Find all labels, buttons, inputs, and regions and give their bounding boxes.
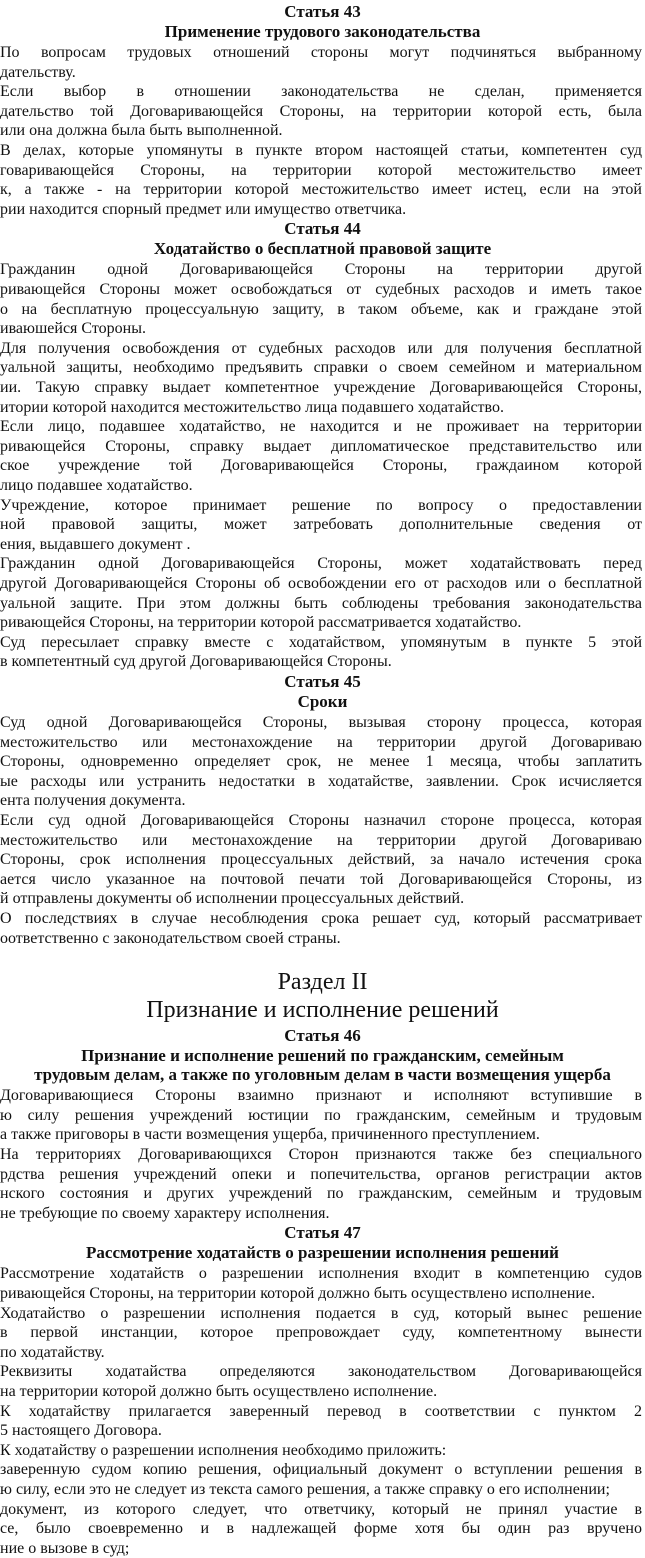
article46-line: не требующие по своему характеру исполнения. [0, 1204, 330, 1222]
article43-line: дательство той Договаривающейся Стороны, на территории которой есть, была [0, 102, 642, 120]
section-title: Признание и исполнение решений [146, 997, 499, 1024]
article44-line: ии. Такую справку выдает компетентное учреждение Договаривающейся Стороны, [0, 379, 642, 396]
article43-line: или она должна была быть выполненной. [0, 122, 283, 140]
article45-line: Если суд одной Договаривающейся Стороны назначил стороне процесса, которая [0, 812, 642, 829]
article44-line: иваюшейся Стороны. [0, 320, 146, 338]
article-44-title: Ходатайство о бесплатной правовой защите [153, 239, 492, 259]
article47-line: в первой инстанции, которое препровождает суду, компетентному вынести [0, 1324, 642, 1342]
article46-line: рдства решения учреждений опеки и попечительства, органов регистрации актов [0, 1165, 642, 1183]
article45-line: О последствиях в случае несоблюдения срока решает суд, который рассматривает [0, 910, 642, 927]
article-46-title-line2: трудовым делам, а также по уголовным делам в части возмещения ущерба [34, 1065, 611, 1085]
article44-line: ривающейся Стороны, на территории которой рассматривается ходатайство. [0, 614, 522, 632]
article45-line: й отправлены документы об исполнении процессуальных действий. [0, 890, 465, 908]
article47-line: К ходатайству о разрешении исполнения необходимо приложить: [0, 1441, 447, 1459]
article45-line: оответственно с законодательством своей страны. [0, 929, 341, 947]
article45-line: ые расходы или устранить недостатки в ходатайстве, заявлении. Срок исчисляется [0, 772, 642, 790]
article-43-title: Применение трудового законодательства [164, 22, 481, 41]
article44-line: другой Договаривающейся Стороны об освобождении его от расходов или о бесплатной [0, 575, 642, 592]
article47-line: ривающейся Стороны, на территории которой должно быть осуществлено исполнение. [0, 1285, 596, 1302]
article-45-heading: Статья 45 [284, 672, 361, 691]
article43-line: В делах, которые упомянуты в пункте втором настоящей статьи, компетентен суд [0, 142, 642, 159]
article-45-title: Сроки [297, 692, 348, 711]
article47-line: на территории которой должно быть осуществлено исполнение. [0, 1383, 438, 1400]
article45-line: Стороны, одновременно определяет срок, не менее 1 месяца, чтобы заплатить [0, 753, 642, 771]
article44-line: о на бесплатную процессуальную защиту, в таком объеме, как и граждане этой [0, 300, 642, 318]
article47-line: ю силу, если это не следует из текста самого решения, а также справку о его исполнении; [0, 1481, 610, 1498]
article45-line: местожительство или местонахождение на территории другой Договариваю [0, 831, 642, 849]
article43-line: рии находится спорный предмет или имущество ответчика. [0, 200, 407, 218]
article-47-title: Рассмотрение ходатайств о разрешении исполнения решений [86, 1243, 559, 1263]
article47-line: документ, из которого следует, что ответчику, который не принял участие в [0, 1500, 642, 1518]
article44-line: Суд пересылает справку вместе с ходатайством, упомянутым в пункте 5 этой [0, 633, 642, 651]
article44-line: Гражданин одной Договаривающейся Стороны на территории другой [0, 261, 642, 279]
article43-line: Если выбор в отношении законодательства не сделан, применяется [0, 83, 642, 101]
article45-line: местожительство или местонахождение на территории другой Договариваю [0, 733, 642, 751]
article-46-heading: Статья 46 [284, 1026, 361, 1046]
article-47-heading: Статья 47 [284, 1223, 361, 1243]
article45-line: Суд одной Договаривающейся Стороны, вызывая сторону процесса, которая [0, 714, 642, 731]
article47-line: Рассмотрение ходатайств о разрешении исполнения входит в компетенцию судов [0, 1265, 642, 1283]
article45-line: Стороны, срок исполнения процессуальных действий, за начало истечения срока [0, 851, 642, 869]
article46-line: ю силу решения учреждений юстиции по гражданским, семейным и трудовым [0, 1106, 642, 1124]
article44-line: ривающейся Стороны может освобождаться от судебных расходов и иметь такое [0, 281, 642, 298]
article43-line: По вопросам трудовых отношений стороны могут подчиняться выбранному [0, 44, 642, 61]
article46-line: Договаривающиеся Стороны взаимно признают и исполняют вступившие в [0, 1087, 642, 1105]
article45-line: ента получения документа. [0, 792, 186, 810]
section-number: Раздел II [277, 969, 368, 996]
article47-line: 5 настоящего Договора. [0, 1422, 162, 1440]
article44-line: ения, выдавшего документ . [0, 535, 191, 553]
article45-line: ается число указанное на почтовой печати той Договаривающейся Стороны, из [0, 870, 642, 888]
article46-line: нского состояния и других учреждений по гражданским, семейным и трудовым [0, 1185, 642, 1203]
article47-line: заверенную судом копию решения, официальный документ о вступлении решения в [0, 1461, 642, 1479]
article44-line: итории которой находится местожительство лица подавшего ходатайство. [0, 398, 504, 416]
article43-line: дательству. [0, 63, 76, 81]
article43-line: говаривающейся Стороны, на территории которой местожительство имеет [0, 161, 642, 179]
article-44-heading: Статья 44 [284, 219, 361, 239]
article47-line: Реквизиты ходатайства определяются законодательством Договаривающейся [0, 1363, 642, 1381]
article44-line: ривающейся Стороны, справку выдает дипломатическое представительство или [0, 437, 642, 455]
article47-line: по ходатайству. [0, 1343, 105, 1361]
article46-line: На территориях Договаривающихся Сторон признаются также без специального [0, 1146, 642, 1163]
article43-line: к, а также - на территории которой местожительство имеет истец, если на этой [0, 181, 642, 199]
article44-line: в компетентный суд другой Договаривающейся Стороны. [0, 653, 392, 671]
article47-line: ние о вызове в суд; [0, 1539, 130, 1557]
article47-line: се, было своевременно и в надлежащей форме хотя бы один раз вручено [0, 1520, 642, 1538]
article44-line: Гражданин одной Договаривающейся Стороны, может ходатайствовать перед [0, 555, 642, 573]
article44-line: уальной защиты, необходимо предъявить справки о своем семейном и материальном [0, 359, 642, 377]
article47-line: К ходатайству прилагается заверенный перевод в соответствии с пунктом 2 [0, 1402, 642, 1420]
article-46-title-line1: Признание и исполнение решений по гражданским, семейным [81, 1046, 564, 1066]
article46-line: а также приговоры в части возмещения ущерба, причиненного преступлением. [0, 1126, 540, 1144]
article47-line: Ходатайство о разрешении исполнения подается в суд, который вынес решение [0, 1304, 642, 1322]
article44-line: Для получения освобождения от судебных расходов или для получения бесплатной [0, 339, 642, 357]
article-43-heading: Статья 43 [284, 2, 361, 21]
article44-line: Если лицо, подавшее ходатайство, не находится и не проживает на территории [0, 418, 642, 436]
article44-line: уальной защите. При этом должны быть соблюдены требования законодательства [0, 594, 642, 612]
article44-line: ское учреждение той Договаривающейся Стороны, граждаином которой [0, 457, 642, 475]
article44-line: Учреждение, которое принимает решение по вопросу о предоставлении [0, 496, 642, 514]
article44-line: ной правовой защиты, может затребовать дополнительные сведения от [0, 516, 642, 534]
article44-line: лицо подавшее ходатайство. [0, 477, 193, 494]
